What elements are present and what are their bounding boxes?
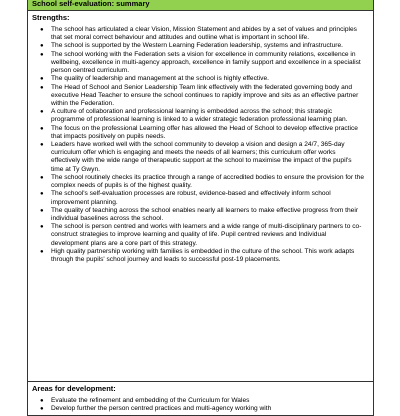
list-item-text: The focus on the professional Learning offer has allowed the Head of School to develop effective practice that impacts positively on pupils needs. [51, 124, 358, 140]
list-item-text: The quality of leadership and management at the school is highly effective. [51, 75, 269, 83]
strengths-heading: Strengths: [32, 13, 70, 22]
bullet-icon: ● [40, 406, 44, 413]
list-item-text: The school routinely checks its practice through a range of accredited bodies to ensure the provision for the complex needs of pupils is of the highest quality. [51, 173, 365, 190]
list-item [40, 75, 369, 83]
bullet-icon: ● [40, 224, 44, 231]
bullet-icon: ● [40, 76, 44, 83]
list-item [40, 108, 369, 124]
list-item [40, 124, 369, 141]
list-item [40, 247, 369, 264]
list-item-text: Leaders have worked well with the school community to develop a vision and design a 24/7, 365-day curriculum offer which is engaging and meets the needs of all learners; this curriculum offer works effectively with the wide range of therapeutic support at the school to maximise the impact of the pupil's time at Ty Gwyn. [51, 141, 352, 173]
bullet-icon: ● [40, 109, 44, 116]
strengths-list [32, 26, 369, 264]
list-item [40, 50, 369, 75]
list-item-text: A culture of collaboration and professional learning is embedded across the school; this strategic programme of professional learning is linked to a wider strategic federation professional learning plan. [51, 108, 348, 124]
development-section [28, 382, 373, 413]
list-item-text: The school's self-evaluation processes are robust, evidence-based and effectively inform school improvement planning. [51, 190, 331, 206]
list-item [40, 173, 369, 190]
list-item [40, 405, 369, 413]
list-item-text: Evaluate the refinement and embedding of the Curriculum for Wales [51, 397, 250, 404]
list-item-text: The school is supported by the Western Learning Federation leadership, systems and infrastructure. [51, 42, 343, 50]
bullet-icon: ● [40, 191, 44, 198]
list-item-text: Develop further the person centred practices and multi-agency working with [51, 405, 272, 413]
list-item [40, 42, 369, 50]
summary-table [27, 0, 374, 416]
development-list [32, 397, 369, 413]
list-item [40, 26, 369, 42]
bullet-icon: ● [40, 27, 44, 33]
list-item-text: The school working with the Federation sets a vision for excellence in community relations, excellence in wellbeing, excellence in multi-agency approach, excellence in family support and excellence in a specialist person centred curriculum. [51, 50, 361, 75]
bullet-icon: ● [40, 207, 44, 214]
bullet-icon: ● [40, 142, 44, 149]
strengths-section [28, 11, 373, 382]
header-title: School self-evaluation: summary [32, 0, 150, 8]
bullet-icon: ● [40, 125, 44, 132]
list-item-text: High quality partnership working with families is embedded in the culture of the school. This work adapts through the pupils' school journey and leads to successful post-19 placements. [51, 247, 355, 263]
list-item [40, 223, 369, 247]
list-item [40, 141, 369, 173]
bullet-icon: ● [40, 51, 44, 58]
list-item [40, 83, 369, 108]
bullet-icon: ● [40, 43, 44, 50]
development-heading: Areas for development: [32, 384, 116, 393]
bullet-icon: ● [40, 84, 44, 91]
bullet-icon: ● [40, 248, 44, 255]
list-item-text: The Head of School and Senior Leadership Team link effectively with the federated governing body and executive Head Teacher to ensure the school continues to rapidly improve and sits as an effective partner within the Federation. [51, 83, 359, 107]
bullet-icon: ● [40, 174, 44, 181]
list-item [40, 397, 369, 405]
list-item-text: The school is person centred and works with learners and a wide range of multi-disciplinary partners to co-construct strategies to improve learning and quality of life. Pupil centred reviews and Individual development plans are a core part of this strategy. [51, 223, 362, 247]
list-item [40, 206, 369, 223]
list-item [40, 190, 369, 206]
bullet-icon: ● [40, 398, 44, 404]
list-item-text: The quality of teaching across the school enables nearly all learners to make effective progress from their individual baselines across the school. [51, 206, 359, 222]
list-item-text: The school has articulated a clear Vision, Mission Statement and abides by a set of values and principles that set moral correct behaviour and attitudes and outline what is important in school life. [51, 26, 357, 42]
table-header [28, 0, 373, 11]
